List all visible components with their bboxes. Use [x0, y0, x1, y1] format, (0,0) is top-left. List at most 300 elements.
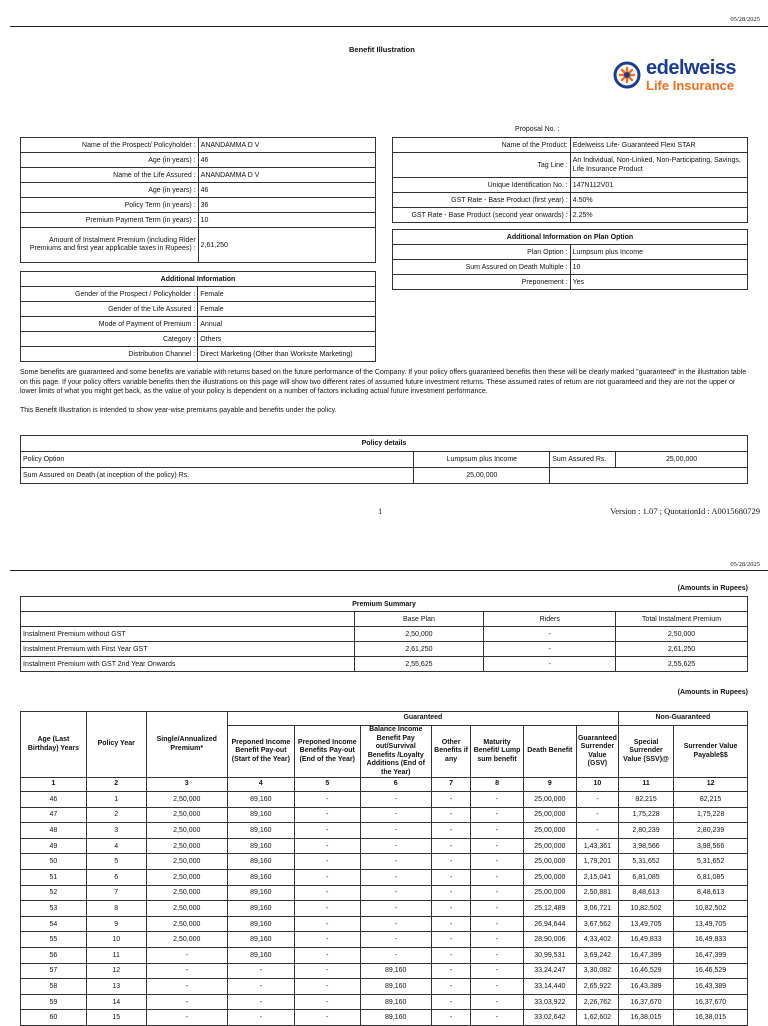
cell: 50	[21, 854, 87, 870]
column-number: 7	[431, 778, 471, 792]
table-heading: Additional Information	[21, 272, 376, 287]
cell: -	[360, 947, 431, 963]
cell: 89,160	[227, 947, 294, 963]
label: GST Rate - Base Product (second year onwards) :	[393, 208, 571, 223]
product-details-table	[392, 137, 748, 223]
cell: -	[431, 823, 471, 839]
cell: -	[471, 807, 523, 823]
cell: 2,50,000	[146, 792, 227, 808]
cell: -	[294, 916, 360, 932]
table-row	[21, 792, 748, 808]
column-header: Other Benefits if any	[431, 726, 471, 778]
value: 10	[570, 260, 747, 275]
cell: 3,98,566	[674, 838, 748, 854]
label: Age (in years) :	[21, 153, 199, 168]
value: Female	[198, 287, 376, 302]
table-row	[21, 168, 376, 183]
cell: -	[431, 963, 471, 979]
cell: 2,55,625	[616, 657, 748, 672]
cell: -	[431, 994, 471, 1010]
cell: -	[431, 792, 471, 808]
cell: -	[294, 823, 360, 839]
benefit-illustration-table	[20, 711, 748, 1026]
cell: 48	[21, 823, 87, 839]
column-number: 4	[227, 778, 294, 792]
cell: 89,160	[227, 854, 294, 870]
label: Distribution Channel :	[21, 347, 198, 362]
column-header: Preponed Income Benefit Pay-out (Start of the Year)	[227, 726, 294, 778]
cell: 30,99,531	[523, 947, 576, 963]
cell: -	[294, 869, 360, 885]
cell: 25,00,000	[523, 807, 576, 823]
cell: 47	[21, 807, 87, 823]
column-number: 5	[294, 778, 360, 792]
table-row	[21, 963, 748, 979]
cell: 2,50,000	[146, 916, 227, 932]
value: Annual	[198, 317, 376, 332]
cell: -	[431, 885, 471, 901]
cell: 2,65,922	[576, 979, 618, 995]
logo-subtitle: Life Insurance	[646, 78, 735, 93]
cell: 1	[86, 792, 146, 808]
cell: 1,75,228	[618, 807, 673, 823]
cell: 4,33,402	[576, 932, 618, 948]
cell: 16,37,670	[618, 994, 673, 1010]
cell: 5	[86, 854, 146, 870]
cell: -	[294, 807, 360, 823]
cell: 52	[21, 885, 87, 901]
cell: 25,00,000	[523, 838, 576, 854]
cell: 16,43,389	[618, 979, 673, 995]
cell: -	[431, 807, 471, 823]
cell: 16,47,399	[618, 947, 673, 963]
value: Yes	[570, 275, 747, 290]
cell: 2,50,000	[146, 885, 227, 901]
cell: -	[294, 838, 360, 854]
cell: 33,24,247	[523, 963, 576, 979]
cell: 16,43,389	[674, 979, 748, 995]
cell: 13,49,705	[618, 916, 673, 932]
cell: 3,06,721	[576, 901, 618, 917]
cell: 33,03,922	[523, 994, 576, 1010]
value: 46	[198, 183, 375, 198]
cell: 89,160	[360, 994, 431, 1010]
cell: 89,160	[360, 963, 431, 979]
logo-wordmark: edelweiss	[646, 57, 737, 79]
cell: 25,00,000	[523, 854, 576, 870]
table-row	[21, 287, 376, 302]
table-row	[21, 838, 748, 854]
table-row	[393, 208, 748, 223]
column-header: Total Instalment Premium	[616, 612, 748, 627]
cell: 2,61,250	[354, 642, 484, 657]
cell: 9	[86, 916, 146, 932]
table-row	[21, 468, 748, 484]
table-heading-row	[21, 436, 748, 452]
cell: 5,31,652	[674, 854, 748, 870]
cell: 2,50,000	[146, 932, 227, 948]
column-header: Death Benefit	[523, 726, 576, 778]
column-header: Single/Annualized Premium*	[146, 712, 227, 778]
cell: 10,82,502	[674, 901, 748, 917]
cell: -	[146, 963, 227, 979]
table-row	[21, 332, 376, 347]
cell: 2,80,239	[674, 823, 748, 839]
table-row	[393, 153, 748, 178]
column-number: 6	[360, 778, 431, 792]
cell: -	[471, 854, 523, 870]
value: 2,61,250	[198, 228, 375, 263]
cell: 58	[21, 979, 87, 995]
cell: 2,50,000	[616, 627, 748, 642]
page2-date: 05/28/2025	[730, 561, 760, 568]
label: Premium Payment Term (in years) :	[21, 213, 199, 228]
cell: 12	[86, 963, 146, 979]
cell: -	[294, 854, 360, 870]
table-row	[393, 275, 748, 290]
cell: 3,67,562	[576, 916, 618, 932]
cell: 2,61,250	[616, 642, 748, 657]
cell: -	[360, 792, 431, 808]
cell: 3,98,566	[618, 838, 673, 854]
cell: -	[294, 792, 360, 808]
column-header: Base Plan	[354, 612, 484, 627]
cell: -	[227, 1010, 294, 1026]
table-heading: Policy details	[21, 436, 748, 452]
cell: -	[431, 869, 471, 885]
table-row	[21, 932, 748, 948]
value: Lumpsum plus Income	[570, 245, 747, 260]
table-row	[21, 979, 748, 995]
table-row	[21, 302, 376, 317]
policy-details-table	[20, 435, 748, 484]
cell: 10	[86, 932, 146, 948]
cell: 25,00,000	[523, 869, 576, 885]
table-heading-row	[21, 272, 376, 287]
cell: 3	[86, 823, 146, 839]
cell: 16,38,015	[674, 1010, 748, 1026]
cell: -	[360, 838, 431, 854]
label: Mode of Payment of Premium :	[21, 317, 198, 332]
cell: 89,160	[227, 901, 294, 917]
cell: -	[576, 807, 618, 823]
table-row	[21, 228, 376, 263]
table-row	[21, 916, 748, 932]
column-header: Guaranteed Surrender Value (GSV)	[576, 726, 618, 778]
table-row	[393, 193, 748, 208]
label: Name of the Prospect/ Policyholder :	[21, 138, 199, 153]
cell: 54	[21, 916, 87, 932]
cell: 2,55,625	[354, 657, 484, 672]
cell: 82,215	[618, 792, 673, 808]
cell: -	[146, 994, 227, 1010]
table-row	[393, 260, 748, 275]
label: Unique Identification No. :	[393, 178, 571, 193]
cell: -	[294, 994, 360, 1010]
label: Tag Line :	[393, 153, 571, 178]
column-number: 10	[576, 778, 618, 792]
column-header: Special Surrender Value (SSV)@	[618, 726, 673, 778]
table-heading-row	[393, 230, 748, 245]
cell: 2,26,762	[576, 994, 618, 1010]
cell: -	[576, 792, 618, 808]
cell: -	[484, 657, 616, 672]
cell: -	[471, 1010, 523, 1026]
cell: 2	[86, 807, 146, 823]
cell: 89,160	[227, 932, 294, 948]
cell: 14	[86, 994, 146, 1010]
cell: -	[360, 869, 431, 885]
table-row	[21, 823, 748, 839]
value: ANANDAMMA D V	[198, 168, 375, 183]
column-number: 2	[86, 778, 146, 792]
table-row	[21, 153, 376, 168]
cell: 46	[21, 792, 87, 808]
table-heading: Premium Summary	[21, 597, 748, 612]
label: Sum Assured on Death Multiple :	[393, 260, 571, 275]
label: Age (in years) :	[21, 183, 199, 198]
cell: 3,30,082	[576, 963, 618, 979]
column-number: 1	[21, 778, 87, 792]
cell: 16,38,015	[618, 1010, 673, 1026]
intent-paragraph: This Benefit Illustration is intended to show year-wise premiums payable and benefits under the policy.	[20, 407, 337, 414]
cell: 53	[21, 901, 87, 917]
cell: -	[471, 979, 523, 995]
table-row	[21, 1010, 748, 1026]
cell: 3,69,242	[576, 947, 618, 963]
cell: -	[360, 885, 431, 901]
cell: Instalment Premium with GST 2nd Year Onwards	[21, 657, 355, 672]
cell: 6,81,085	[618, 869, 673, 885]
cell: 26,94,644	[523, 916, 576, 932]
column-header: Policy Year	[86, 712, 146, 778]
cell: -	[294, 979, 360, 995]
value: Others	[198, 332, 376, 347]
cell: 2,50,000	[146, 901, 227, 917]
cell: 16,37,670	[674, 994, 748, 1010]
table-row	[21, 657, 748, 672]
column-number: 8	[471, 778, 523, 792]
cell: -	[431, 932, 471, 948]
non-guaranteed-group-header: Non-Guaranteed	[618, 712, 747, 726]
column-number: 9	[523, 778, 576, 792]
disclaimer-paragraph: Some benefits are guaranteed and some benefits are variable with returns based on the future performance of the Company. If your policy offers guaranteed benefits then these will be clearly marked "guaranteed" in the illustration table on this page. If your policy offers variable benefits then the illustrations on this page will show two different rates of assumed future investment returns. These assumed rates of return are not guaranteed and they are not the upper or lower limits of what you might get back, as the value of your policy is dependent on a number of factors including actual future investment performance.	[20, 369, 747, 395]
table-row	[21, 854, 748, 870]
amounts-note-2: (Amounts in Rupees)	[677, 689, 748, 696]
cell: 6,81,085	[674, 869, 748, 885]
table-row	[21, 347, 376, 362]
cell: 82,215	[674, 792, 748, 808]
amounts-note: (Amounts in Rupees)	[677, 585, 748, 592]
cell: 8,48,613	[674, 885, 748, 901]
value: 4.50%	[570, 193, 747, 208]
page1-top-rule	[10, 26, 768, 27]
cell: 10,82,502	[618, 901, 673, 917]
cell: -	[146, 947, 227, 963]
table-row	[393, 245, 748, 260]
label: Amount of Instalment Premium (including Rider Premiums and first year applicable taxes in Rupees) :	[21, 228, 199, 263]
cell: -	[294, 885, 360, 901]
additional-info-table	[20, 271, 376, 362]
cell: 7	[86, 885, 146, 901]
cell: 89,160	[227, 792, 294, 808]
cell: 16,46,529	[674, 963, 748, 979]
cell: -	[294, 1010, 360, 1026]
column-number: 12	[674, 778, 748, 792]
sum-assured-value: 25,00,000	[616, 452, 748, 468]
value: 2.25%	[570, 208, 747, 223]
cell: 89,160	[360, 1010, 431, 1026]
cell: -	[431, 1010, 471, 1026]
label: Preponement :	[393, 275, 571, 290]
cell: 51	[21, 869, 87, 885]
table-row	[21, 869, 748, 885]
group-header-row	[21, 712, 748, 726]
cell: 49	[21, 838, 87, 854]
cell: -	[471, 994, 523, 1010]
table-row	[21, 213, 376, 228]
label: Name of the Product:	[393, 138, 571, 153]
cell: 25,00,000	[523, 823, 576, 839]
version-info: Version : 1.07 ; QuotationId : A0015680729	[610, 506, 760, 516]
cell: -	[471, 932, 523, 948]
cell: 4	[86, 838, 146, 854]
cell: 25,00,000	[523, 792, 576, 808]
sum-assured-death-label: Sum Assured on Death (at inception of the policy) Rs.	[21, 468, 414, 484]
table-row	[21, 317, 376, 332]
cell: 1,62,602	[576, 1010, 618, 1026]
cell: -	[484, 642, 616, 657]
cell: 2,50,000	[146, 869, 227, 885]
cell: -	[360, 916, 431, 932]
cell: -	[471, 869, 523, 885]
table-row	[21, 642, 748, 657]
cell: -	[294, 932, 360, 948]
cell: 1,43,361	[576, 838, 618, 854]
cell: -	[471, 885, 523, 901]
cell: 13	[86, 979, 146, 995]
cell: -	[146, 1010, 227, 1026]
cell: 33,02,642	[523, 1010, 576, 1026]
page2-top-rule	[10, 570, 768, 571]
table-heading: Additional Information on Plan Option	[393, 230, 748, 245]
cell: -	[360, 823, 431, 839]
label: Gender of the Life Assured :	[21, 302, 198, 317]
table-row	[21, 183, 376, 198]
cell: -	[227, 979, 294, 995]
cell: 6	[86, 869, 146, 885]
value: An Individual, Non-Linked, Non-Participating, Savings, Life Insurance Product	[570, 153, 747, 178]
empty-cell	[616, 468, 748, 484]
page-number: 1	[378, 506, 383, 516]
cell: -	[227, 994, 294, 1010]
column-header: Age (Last Birthday) Years	[21, 712, 87, 778]
cell: -	[146, 979, 227, 995]
cell: -	[471, 947, 523, 963]
cell: 5,31,652	[618, 854, 673, 870]
cell: 25,12,489	[523, 901, 576, 917]
cell: -	[576, 823, 618, 839]
table-row	[21, 947, 748, 963]
cell: 16,46,529	[618, 963, 673, 979]
table-row	[21, 901, 748, 917]
table-row	[21, 198, 376, 213]
cell: -	[360, 807, 431, 823]
cell: -	[471, 963, 523, 979]
cell: 2,50,000	[146, 838, 227, 854]
cell: -	[471, 792, 523, 808]
table-row	[21, 885, 748, 901]
cell: -	[431, 916, 471, 932]
cell: -	[431, 947, 471, 963]
cell: 56	[21, 947, 87, 963]
value: Direct Marketing (Other than Worksite Marketing)	[198, 347, 376, 362]
guaranteed-group-header: Guaranteed	[227, 712, 618, 726]
cell: -	[360, 932, 431, 948]
cell: 89,160	[227, 807, 294, 823]
column-header: Riders	[484, 612, 616, 627]
column-header: Surrender Value Payable$$	[674, 726, 748, 778]
cell: 89,160	[227, 885, 294, 901]
cell: 59	[21, 994, 87, 1010]
label: GST Rate - Base Product (first year) :	[393, 193, 571, 208]
column-number: 11	[618, 778, 673, 792]
cell: 2,80,239	[618, 823, 673, 839]
cell: 89,160	[227, 869, 294, 885]
value: ANANDAMMA D V	[198, 138, 375, 153]
table-header-row	[21, 612, 748, 627]
prospect-details-table	[20, 137, 376, 263]
label: Plan Option :	[393, 245, 571, 260]
label: Category :	[21, 332, 198, 347]
page1-date: 05/28/2025	[730, 16, 760, 23]
table-row	[21, 627, 748, 642]
cell: 55	[21, 932, 87, 948]
cell: 28,90,006	[523, 932, 576, 948]
cell: 2,50,000	[146, 854, 227, 870]
premium-summary-table	[20, 596, 748, 672]
cell: 89,160	[360, 979, 431, 995]
cell: 16,47,399	[674, 947, 748, 963]
cell: 60	[21, 1010, 87, 1026]
value: Edelweiss Life- Guaranteed Flexi STAR	[570, 138, 747, 153]
table-row	[21, 138, 376, 153]
cell: 2,50,000	[146, 807, 227, 823]
cell: 8	[86, 901, 146, 917]
column-header: Preponed Income Benefits Pay-out (End of the Year)	[294, 726, 360, 778]
label: Gender of the Prospect / Policyholder :	[21, 287, 198, 302]
cell: Instalment Premium with First Year GST	[21, 642, 355, 657]
cell: -	[471, 838, 523, 854]
cell: 57	[21, 963, 87, 979]
cell: -	[431, 901, 471, 917]
column-number: 3	[146, 778, 227, 792]
sum-assured-label: Sum Assured Rs.	[550, 452, 616, 468]
column-header: Maturity Benefit/ Lump sum benefit	[471, 726, 523, 778]
cell: 89,160	[227, 838, 294, 854]
empty-cell	[550, 468, 616, 484]
cell: 89,160	[227, 823, 294, 839]
cell: -	[484, 627, 616, 642]
policy-option-label: Policy Option	[21, 452, 414, 468]
table-row	[21, 452, 748, 468]
cell: -	[431, 854, 471, 870]
cell: 1,75,228	[674, 807, 748, 823]
cell: 89,160	[227, 916, 294, 932]
table-heading-row	[21, 597, 748, 612]
cell: -	[471, 901, 523, 917]
cell: 15	[86, 1010, 146, 1026]
